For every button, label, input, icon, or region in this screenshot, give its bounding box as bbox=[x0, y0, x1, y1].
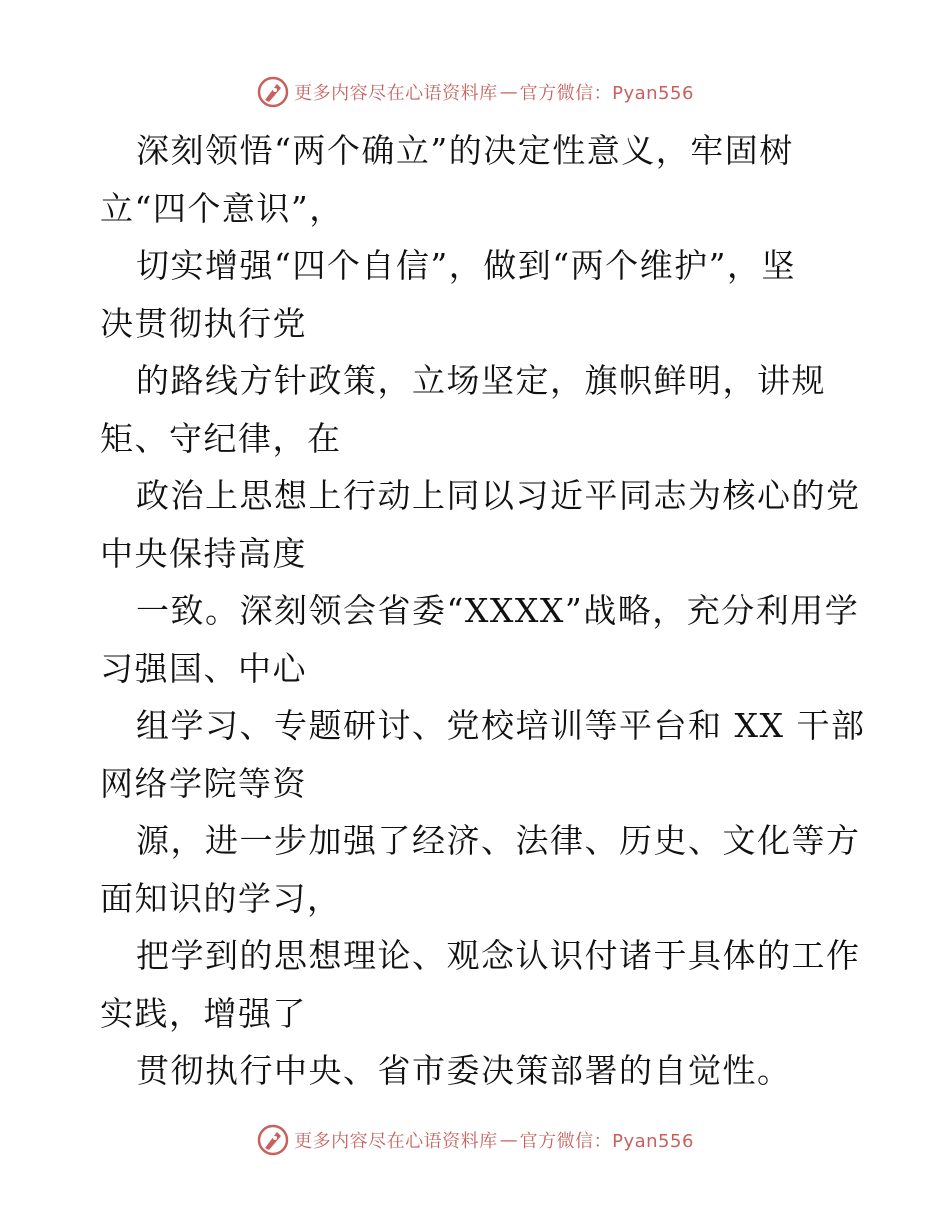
watermark-text: 更多内容尽在心语资料库 bbox=[294, 1131, 498, 1152]
body-line: 中央保持高度 bbox=[100, 533, 307, 573]
body-line: 切实增强“四个自信”，做到“两个维护”，坚 bbox=[136, 246, 796, 285]
watermark-separator: — bbox=[499, 1129, 518, 1151]
header-watermark bbox=[0, 72, 950, 112]
pen-nib-logo-icon bbox=[256, 1123, 290, 1157]
pen-nib-logo-icon bbox=[256, 75, 290, 109]
watermark-separator: — bbox=[499, 81, 518, 103]
body-line: 源，进一步加强了经济、法律、历史、文化等方 bbox=[136, 821, 861, 860]
watermark-contact: 官方微信：Pyan556 bbox=[519, 1131, 694, 1152]
watermark-contact: 官方微信：Pyan556 bbox=[519, 83, 694, 104]
body-line: 实践，增强了 bbox=[100, 993, 307, 1033]
body-line: 矩、守纪律，在 bbox=[100, 418, 342, 458]
body-line: 网络学院等资 bbox=[100, 763, 307, 803]
body-line: 立“四个意识”， bbox=[100, 188, 344, 228]
body-line: 深刻领悟“两个确立”的决定性意义，牢固树 bbox=[136, 131, 794, 170]
body-line: 贯彻执行中央、省市委决策部署的自觉性。 bbox=[136, 1051, 792, 1090]
body-line: 一致。深刻领会省委“XXXX”战略，充分利用学 bbox=[136, 591, 860, 630]
body-line: 的路线方针政策，立场坚定，旗帜鲜明，讲规 bbox=[136, 361, 826, 400]
body-line: 政治上思想上行动上同以习近平同志为核心的党 bbox=[136, 476, 861, 515]
body-line: 把学到的思想理论、观念认识付诸于具体的工作 bbox=[136, 936, 861, 975]
document-body bbox=[100, 122, 866, 1100]
body-line: 组学习、专题研讨、党校培训等平台和 XX 干部 bbox=[136, 706, 866, 745]
body-line: 面知识的学习， bbox=[100, 878, 342, 918]
watermark-text: 更多内容尽在心语资料库 bbox=[294, 83, 498, 104]
footer-watermark bbox=[0, 1120, 950, 1160]
body-line: 习强国、中心 bbox=[100, 648, 307, 688]
body-line: 决贯彻执行党 bbox=[100, 303, 307, 343]
